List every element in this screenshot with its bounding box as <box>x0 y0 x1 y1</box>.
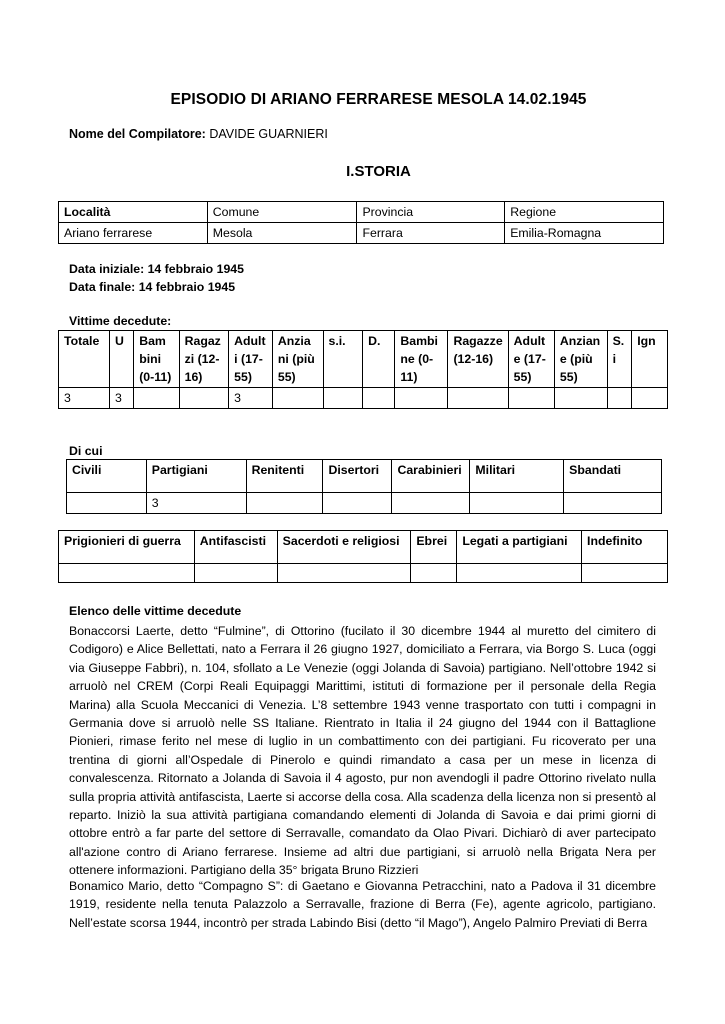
cell-renitenti <box>246 493 323 514</box>
cell-si-f <box>607 388 632 409</box>
cell-localita: Ariano ferrarese <box>59 223 208 244</box>
cell-disertori <box>323 493 392 514</box>
header-localita: Località <box>59 202 208 223</box>
header-anziani: Anzia ni (più 55) <box>272 331 323 388</box>
categories-table-2 <box>58 530 668 583</box>
header-adulti: Adult i (17-55) <box>229 331 273 388</box>
cell-si <box>323 388 363 409</box>
header-antifascisti: Antifascisti <box>194 531 277 564</box>
cell-anziani <box>272 388 323 409</box>
header-u: U <box>110 331 134 388</box>
header-sbandati: Sbandati <box>564 460 662 493</box>
cell-ragazzi <box>179 388 229 409</box>
cell-ragazze <box>448 388 508 409</box>
header-civili: Civili <box>67 460 147 493</box>
cell-adulte <box>508 388 554 409</box>
categories-table-1 <box>66 459 662 514</box>
table-row <box>59 388 668 409</box>
table-row <box>67 493 662 514</box>
compiler-name: DAVIDE GUARNIERI <box>209 127 328 141</box>
cell-provincia: Ferrara <box>357 223 505 244</box>
cell-bambini <box>134 388 179 409</box>
header-bambine: Bambi ne (0-11) <box>395 331 448 388</box>
document-title: EPISODIO DI ARIANO FERRARESE MESOLA 14.02.1945 <box>170 91 587 108</box>
cell-ign <box>632 388 668 409</box>
cell-u: 3 <box>110 388 134 409</box>
cell-antifascisti <box>194 564 277 583</box>
header-ebrei: Ebrei <box>411 531 457 564</box>
victims-list-heading: Elenco delle vittime decedute <box>69 604 242 618</box>
header-partigiani: Partigiani <box>146 460 246 493</box>
cell-comune: Mesola <box>207 223 357 244</box>
table-header-row <box>67 460 662 493</box>
compiler-line <box>69 127 328 141</box>
table-row <box>59 223 664 244</box>
victim-paragraph: Bonaccorsi Laerte, detto “Fulmine”, di Ottorino (fucilato il 30 dicembre 1944 al muretto del cimitero di Codigoro) e Alice Bellettati, nato a Ferrara il 26 giugno 1927, domiciliato a Ferrara, via Borgo S. Luca (oggi via Giuseppe Fabbri), n. 104, sfollato a Le Venezie (oggi Jolanda di Savoia) partigiano. Nell’ottobre 1942 si arruolò nel CREM (Corpi Reali Equipaggi Marittimi, istituti di formazione per il personale della Regia Marina) alla Scuola Meccanici di Venezia. L’8 settembre 1943 venne trasportato con tutti i compagni in Germania dove si arruolò nelle SS Italiane. Rientrato in Italia il 24 giugno del 1944 con il Battaglione Pionieri, rimase ferito nel mese di luglio in un combattimento con dei partigiani. Fu ricoverato per una trentina di giorni all’Ospedale di Pinerolo e quindi rimandato a casa per un mese in licenza di convalescenza. Ritornato a Jolanda di Savoia il 4 agosto, pur non avendogli il padre Ottorino rivelato nulla sulla propria attività antifascista, Laerte si accorse della cosa. Alla scadenza della licenza non si presentò al reparto. Iniziò la sua attività partigiana comandando elementi di Jolanda di Savoia e dai primi giorni di ottobre entrò a far parte del settore di Serravalle, comandato da Olao Pivari. Dichiarò di aver partecipato all'azione contro di Ariano ferrarese. Insieme ad altri due partigiani, si arruolò nella Brigata Nera per ottenere informazioni. Partigiano della 35° brigata Bruno Rizzieri <box>69 624 656 878</box>
victims-table <box>58 330 668 409</box>
table-header-row <box>59 202 664 223</box>
header-comune: Comune <box>207 202 357 223</box>
cell-regione: Emilia-Romagna <box>505 223 664 244</box>
cell-anziane <box>554 388 607 409</box>
cell-indefinito <box>582 564 668 583</box>
compiler-label: Nome del Compilatore: <box>69 127 206 141</box>
cell-civili <box>67 493 147 514</box>
cell-prigionieri <box>59 564 195 583</box>
header-prigionieri: Prigionieri di guerra <box>59 531 195 564</box>
cell-sacerdoti <box>277 564 411 583</box>
header-adulte: Adult e (17-55) <box>508 331 554 388</box>
cell-militari <box>470 493 564 514</box>
cell-sbandati <box>564 493 662 514</box>
table-row <box>59 564 668 583</box>
header-carabinieri: Carabinieri <box>392 460 470 493</box>
end-date: Data finale: 14 febbraio 1945 <box>69 280 236 294</box>
header-anziane: Anzian e (più 55) <box>554 331 607 388</box>
victims-label: Vittime decedute: <box>69 314 172 328</box>
header-disertori: Disertori <box>323 460 392 493</box>
di-cui-label: Di cui <box>69 444 103 458</box>
cell-carabinieri <box>392 493 470 514</box>
header-si: s.i. <box>323 331 363 388</box>
start-date: Data iniziale: 14 febbraio 1945 <box>69 262 244 276</box>
table-header-row <box>59 531 668 564</box>
dates-block <box>69 260 244 296</box>
table-header-row <box>59 331 668 388</box>
header-ragazze: Ragazze (12-16) <box>448 331 508 388</box>
header-si-f: S. i <box>607 331 632 388</box>
section-heading: I.STORIA <box>346 163 411 180</box>
victim-paragraph: Bonamico Mario, detto “Compagno S”: di Gaetano e Giovanna Petracchini, nato a Padova il 31 dicembre 1919, residente nella tenuta Palazzolo a Serravalle, frazione di Berra (Fe), agente agricolo, partigiano. Nell’estate scorsa 1944, incontrò per strada Labindo Bisi (detto “il Mago”), Angelo Palmiro Previati di Berra <box>69 879 656 930</box>
header-militari: Militari <box>470 460 564 493</box>
header-ign: Ign <box>632 331 668 388</box>
header-regione: Regione <box>505 202 664 223</box>
cell-bambine <box>395 388 448 409</box>
cell-totale: 3 <box>59 388 110 409</box>
header-legati: Legati a partigiani <box>457 531 582 564</box>
header-d: D. <box>363 331 395 388</box>
cell-d <box>363 388 395 409</box>
cell-legati <box>457 564 582 583</box>
cell-partigiani: 3 <box>146 493 246 514</box>
header-bambini: Bam bini (0-11) <box>134 331 179 388</box>
location-table <box>58 201 664 244</box>
header-provincia: Provincia <box>357 202 505 223</box>
header-sacerdoti: Sacerdoti e religiosi <box>277 531 411 564</box>
header-ragazzi: Ragaz zi (12-16) <box>179 331 229 388</box>
header-renitenti: Renitenti <box>246 460 323 493</box>
header-indefinito: Indefinito <box>582 531 668 564</box>
cell-adulti: 3 <box>229 388 273 409</box>
header-totale: Totale <box>59 331 110 388</box>
cell-ebrei <box>411 564 457 583</box>
